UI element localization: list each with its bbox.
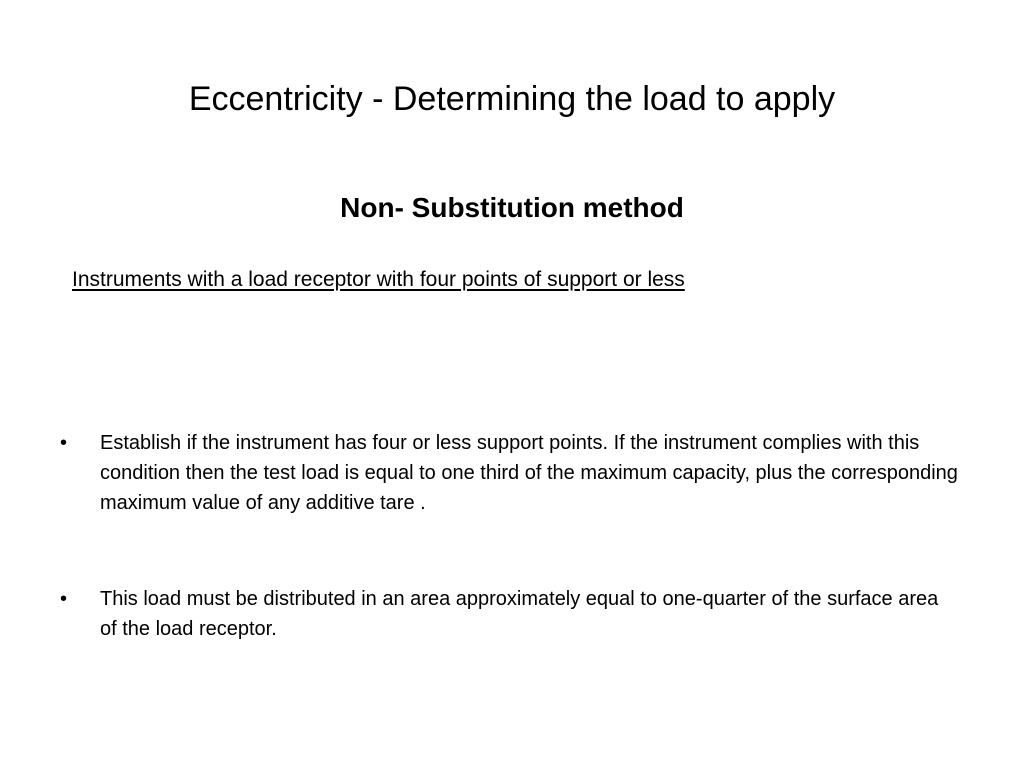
slide-title: Eccentricity - Determining the load to apply xyxy=(188,80,836,118)
bullet-text: This load must be distributed in an area approximately equal to one-quarter of the surface area of the load receptor. xyxy=(100,588,939,640)
bullet-list xyxy=(60,428,960,644)
bullet-icon: • xyxy=(60,432,68,454)
section-heading: Instruments with a load receptor with four points of support or less xyxy=(72,268,685,291)
bullet-item xyxy=(60,428,960,518)
bullet-item xyxy=(60,584,960,644)
bullet-icon: • xyxy=(60,588,68,610)
bullet-text: Establish if the instrument has four or less support points. If the instrument complies with this condition then the test load is equal to one third of the maximum capacity, plus the corresponding maximum value of any additive tare . xyxy=(100,432,958,514)
slide-subtitle: Non- Substitution method xyxy=(340,192,684,223)
